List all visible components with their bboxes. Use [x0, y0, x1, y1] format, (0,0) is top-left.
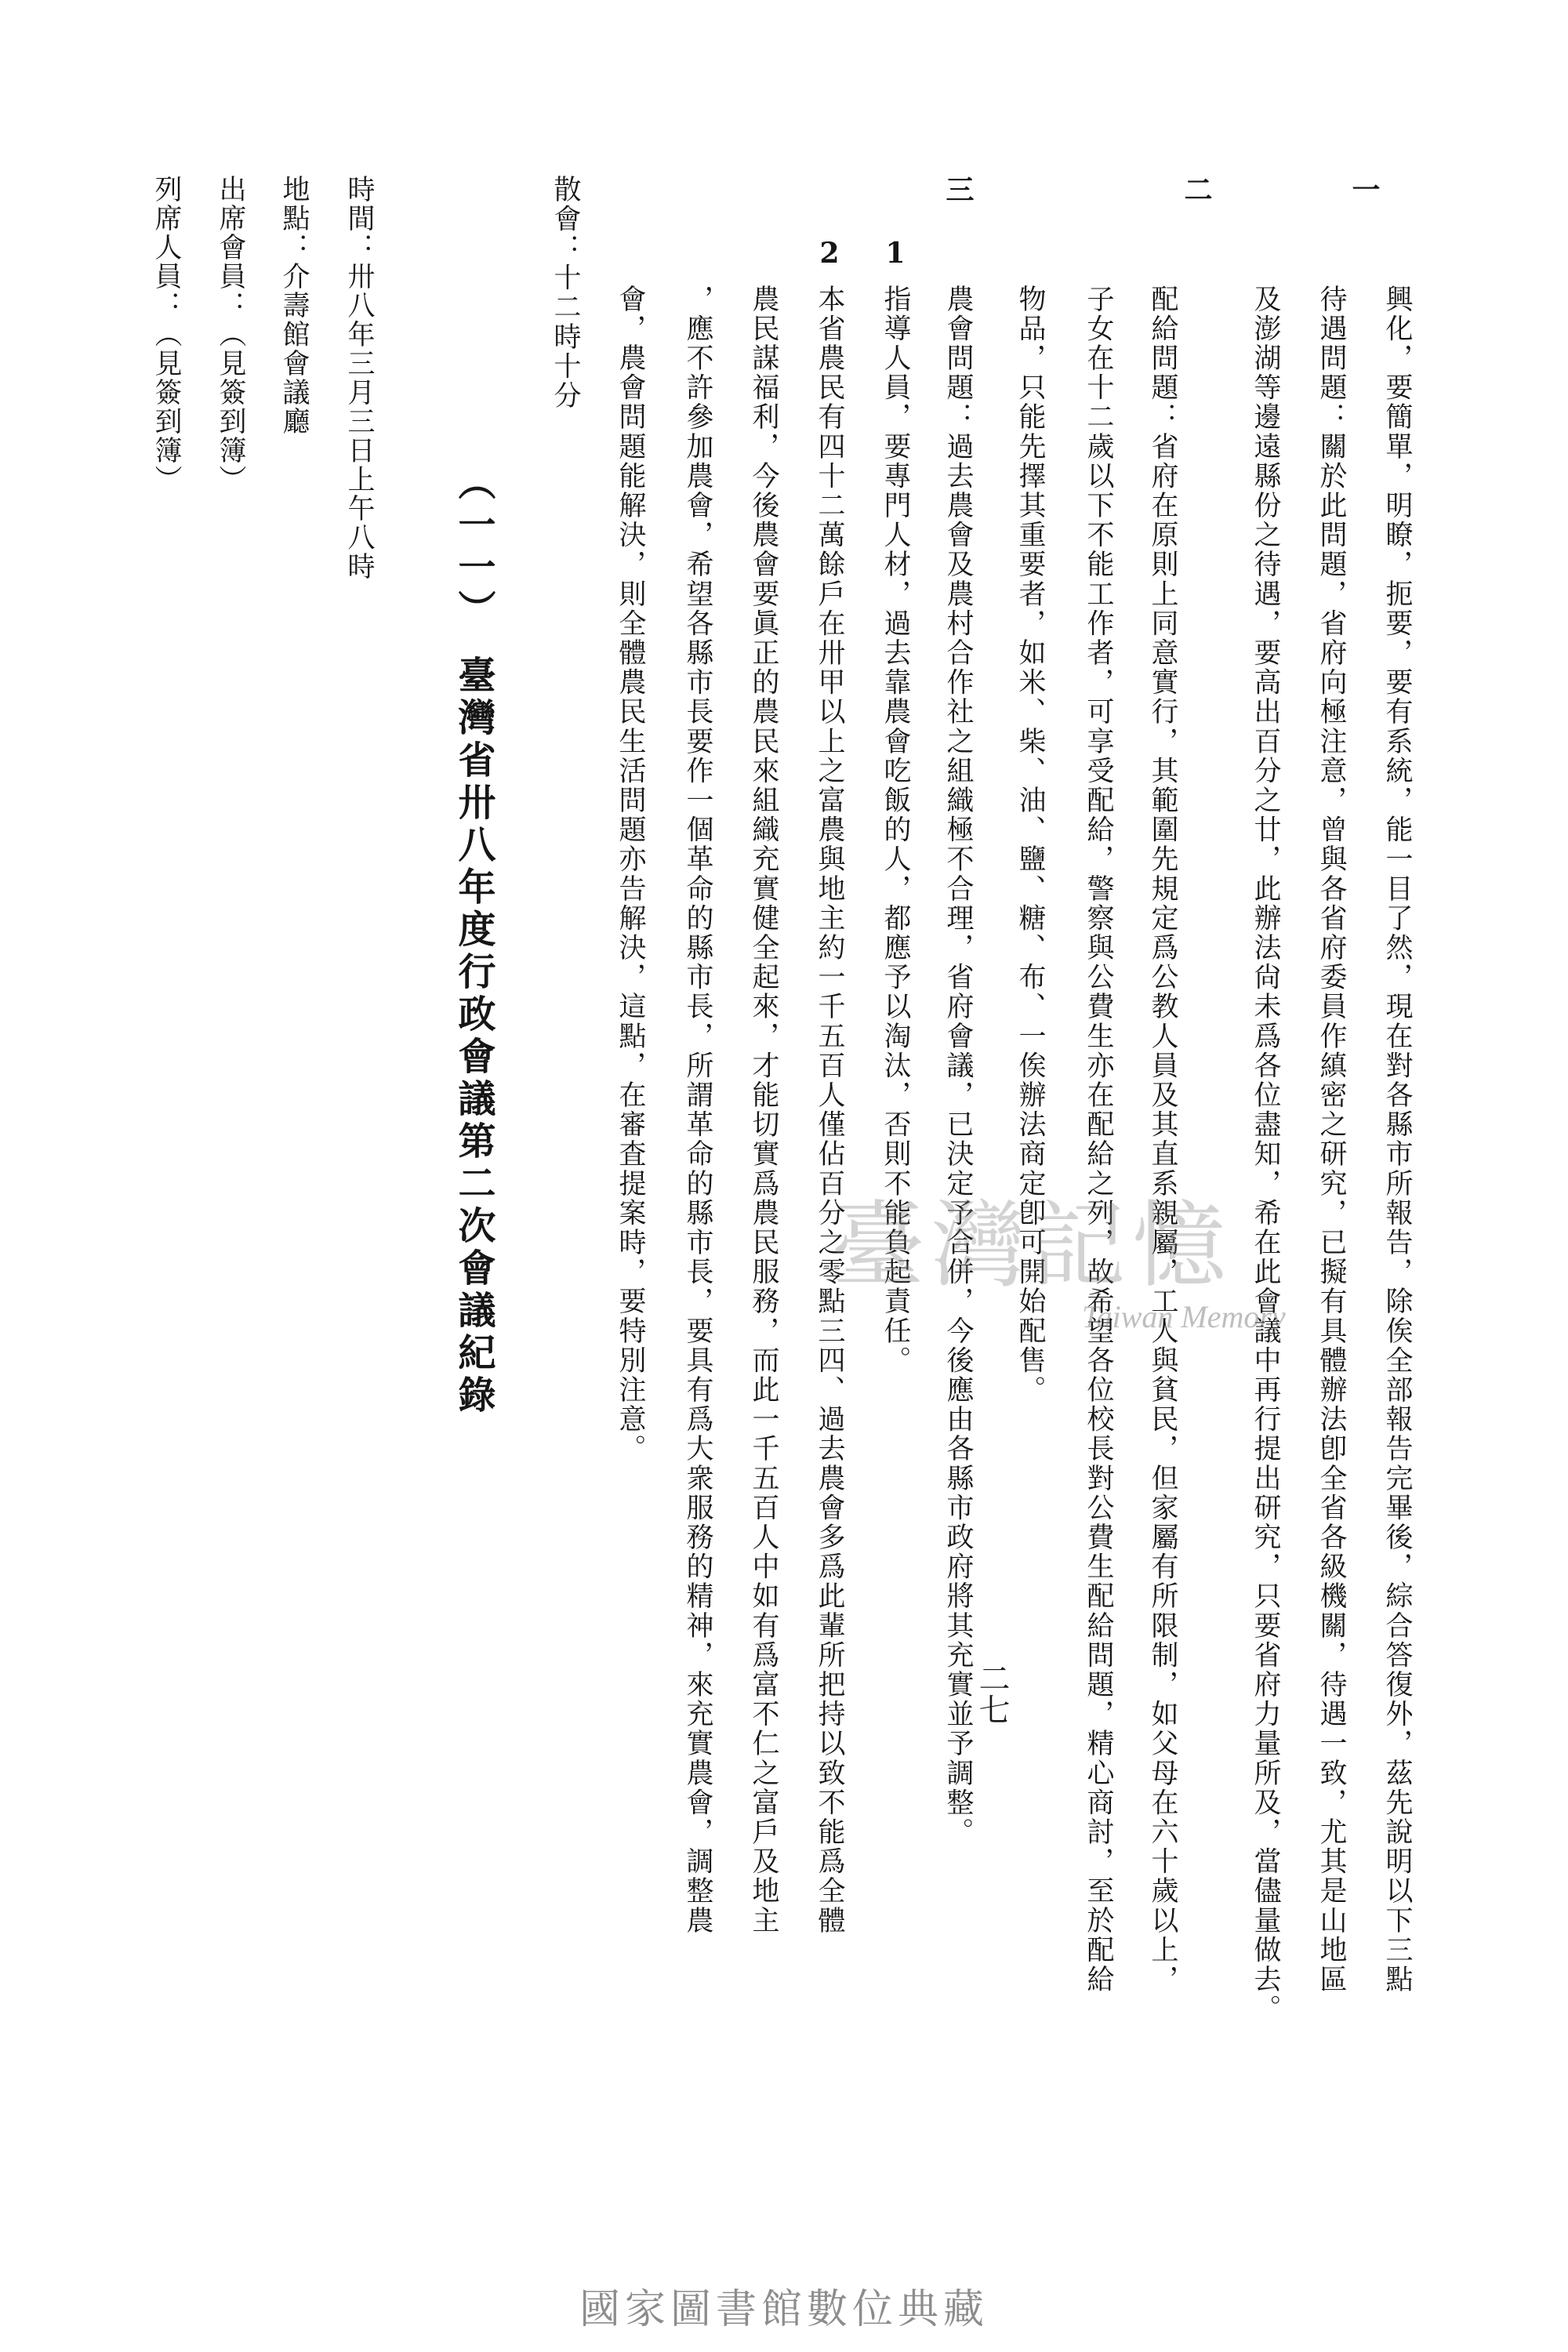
body-line-5: 子女在十二歲以下不能工作者，可享受配給，警察與公費生亦在配給之列，故希望各位校長對公費生配給問題，精心商討，至於配給 [1083, 285, 1114, 1994]
marker-two: 二 [1180, 175, 1213, 203]
marker-sub-1: 1 [879, 237, 912, 270]
marker-three: 三 [942, 175, 975, 203]
marker-sub-2: 2 [813, 237, 846, 270]
watermark-chinese: 臺灣記憶 [831, 1192, 1232, 1301]
adjourn-line: 散會：十二時十分 [550, 175, 581, 411]
body-line-7: 農會問題：過去農會及農村合作社之組織極不合理，省府會議，已決定予合併，今後應由各縣市政府將其充實並予調整。 [942, 285, 974, 1847]
body-line-8: 指導人員，要專門人材，過去靠農會吃飯的人，都應予以淘汰，否則不能負起責任。 [880, 285, 911, 1376]
page-number: 二七 [974, 1662, 1010, 1725]
watermark-english: Taiwan Memory [1082, 1299, 1286, 1334]
body-line-3: 及澎湖等邊遠縣份之待遇，要高出百分之廿，此辦法尙未爲各位盡知，希在此會議中再行提出研究，只要省府力量所及，當儘量做去。 [1250, 285, 1281, 2024]
section-title: （一一） 臺灣省卅八年度行政會議第二次會議紀錄 [452, 463, 495, 1417]
body-line-11: ，應不許參加農會，希望各縣市長要作一個革命的縣市長，所謂革命的縣市長，要具有爲大衆服務的精神，來充實農會，調整農 [682, 285, 713, 1936]
meeting-time: 時間：卅八年三月三日上午八時 [343, 175, 375, 581]
meeting-attendees: 出席會員：（見簽到簿） [215, 175, 246, 494]
body-line-1: 興化，要簡單，明瞭，扼要，要有系統，能一目了然，現在對各縣市所報告，除俟全部報告完畢後，綜合答復外，茲先說明以下三點 [1381, 285, 1413, 1994]
body-line-2: 待遇問題：關於此問題，省府向極注意，曾與各省府委員作縝密之研究，已擬有具體辦法卽全省各級機關，待遇一致，尤其是山地區 [1316, 285, 1347, 1994]
body-line-10: 農民謀福利，今後農會要眞正的農民來組織充實健全起來，才能切實爲農民服務，而此一千五百人中如有爲富不仁之富戶及地主 [748, 285, 779, 1936]
body-line-9: 本省農民有四十二萬餘戶在卅甲以上之富農與地主約一千五百人僅佔百分之零點三四、過去農會多爲此輩所把持以致不能爲全體 [814, 285, 845, 1936]
meeting-observers: 列席人員：（見簽到簿） [151, 175, 182, 494]
footer-archive-label: 國家圖書館數位典藏 [579, 2286, 989, 2333]
meeting-place: 地點：介壽館會議廳 [278, 175, 310, 436]
body-line-6: 物品，只能先擇其重要者，如米、柴、油、鹽、糖、布、一俟辦法商定卽可開始配售。 [1014, 285, 1046, 1405]
body-line-12: 會，農會問題能解決，則全體農民生活問題亦告解決，這點，在審査提案時，要特別注意。 [615, 285, 646, 1464]
marker-one: 一 [1348, 175, 1381, 203]
body-line-4: 配給問題：省府在原則上同意實行，其範圍先規定爲公教人員及其直系親屬，工人與貧民，但家屬有所限制，如父母在六十歲以上， [1147, 285, 1178, 1994]
